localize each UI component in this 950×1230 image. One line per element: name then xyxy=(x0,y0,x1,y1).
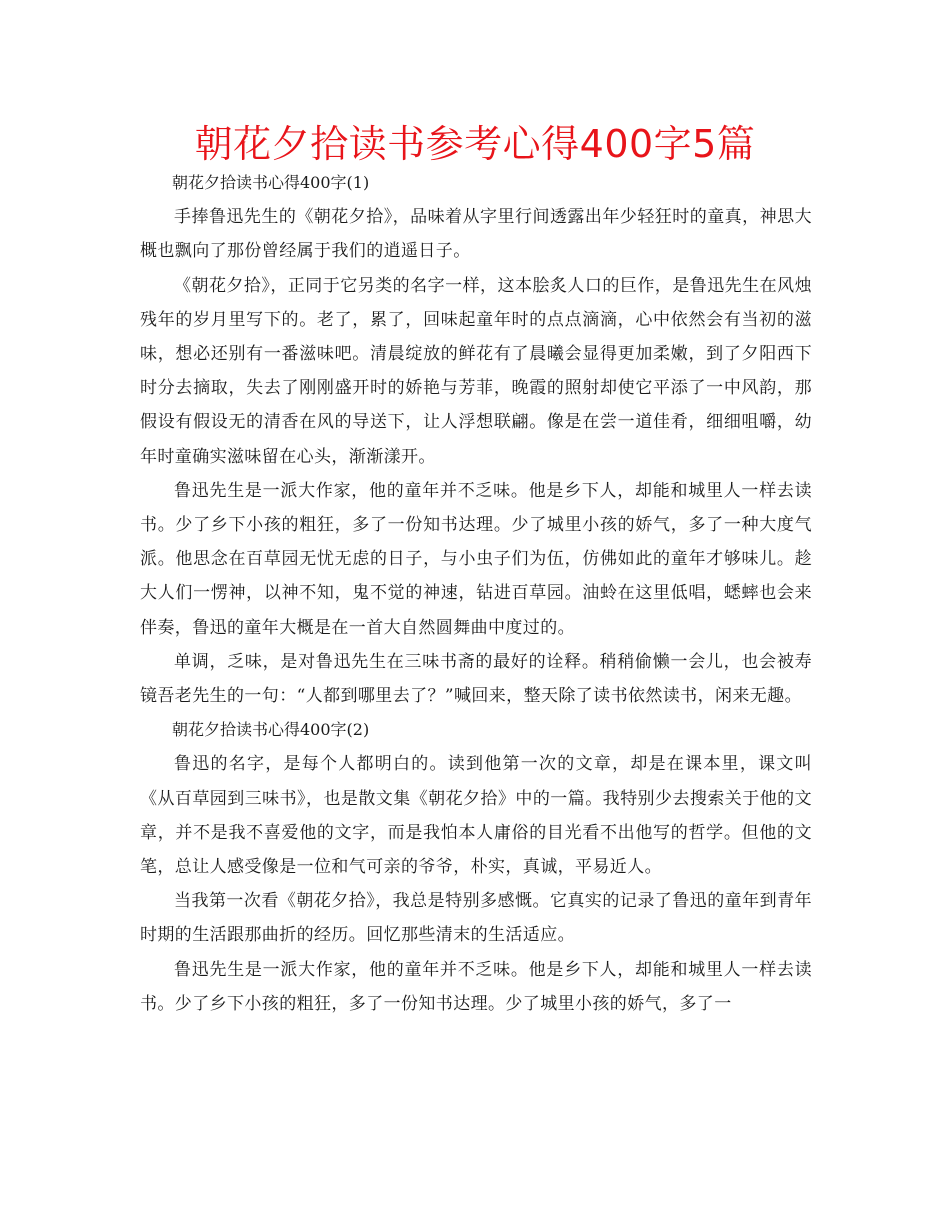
paragraph: 鲁迅先生是一派大作家，他的童年并不乏味。他是乡下人，却能和城里人一样去读书。少了乡下小孩的粗狂，多了一份知书达理。少了城里小孩的娇气，多了一种大度气派。他思念在百草园无忧无虑的日子，与小虫子们为伍，仿佛如此的童年才够味儿。趁大人们一愣神，以神不知，鬼不觉的神速，钻进百草园。油蛉在这里低唱，蟋蟀也会来伴奏，鲁迅的童年大概是在一首大自然圆舞曲中度过的。 xyxy=(140,480,812,638)
document-title: 朝花夕拾读书参考心得400字5篇 xyxy=(194,122,756,166)
paragraph: 《朝花夕拾》，正同于它另类的名字一样，这本脍炙人口的巨作，是鲁迅先生在风烛残年的岁月里写下的。老了，累了，回味起童年时的点点滴滴，心中依然会有当初的滋味，想必还别有一番滋味吧。清晨绽放的鲜花有了晨曦会显得更加柔嫩，到了夕阳西下时分去摘取，失去了刚刚盛开时的娇艳与芳菲，晚霞的照射却使它平添了一中风韵，那假设有假设无的清香在风的导送下，让人浮想联翩。像是在尝一道佳肴，细细咀嚼，幼年时童确实滋味留在心头，渐渐漾开。 xyxy=(140,275,812,467)
section-heading: 朝花夕拾读书心得400字(1) xyxy=(172,173,370,192)
section-2 xyxy=(140,713,812,1021)
document-body xyxy=(140,166,812,1021)
paragraph: 鲁迅的名字，是每个人都明白的。读到他第一次的文章，却是在课本里，课文叫《从百草园到三味书》，也是散文集《朝花夕拾》中的一篇。我特别少去搜索关于他的文章，并不是我不喜爱他的文字，而是我怕本人庸俗的目光看不出他写的哲学。但他的文笔，总让人感受像是一位和气可亲的爷爷，朴实，真诚，平易近人。 xyxy=(140,754,812,878)
paragraph: 当我第一次看《朝花夕拾》，我总是特别多感慨。它真实的记录了鲁迅的童年到青年时期的生活跟那曲折的经历。回忆那些清末的生活适应。 xyxy=(140,891,812,946)
paragraph: 鲁迅先生是一派大作家，他的童年并不乏味。他是乡下人，却能和城里人一样去读书。少了乡下小孩的粗狂，多了一份知书达理。少了城里小孩的娇气，多了一 xyxy=(140,959,812,1014)
paragraph: 手捧鲁迅先生的《朝花夕拾》，品味着从字里行间透露出年少轻狂时的童真，神思大概也飘向了那份曾经属于我们的逍遥日子。 xyxy=(140,207,812,262)
section-heading: 朝花夕拾读书心得400字(2) xyxy=(172,720,370,740)
section-1 xyxy=(140,166,812,713)
paragraph: 单调，乏味，是对鲁迅先生在三味书斋的最好的诠释。稍稍偷懒一会儿，也会被寿镜吾老先生的一句：“人都到哪里去了？”喊回来，整天除了读书依然读书，闲来无趣。 xyxy=(140,651,812,707)
